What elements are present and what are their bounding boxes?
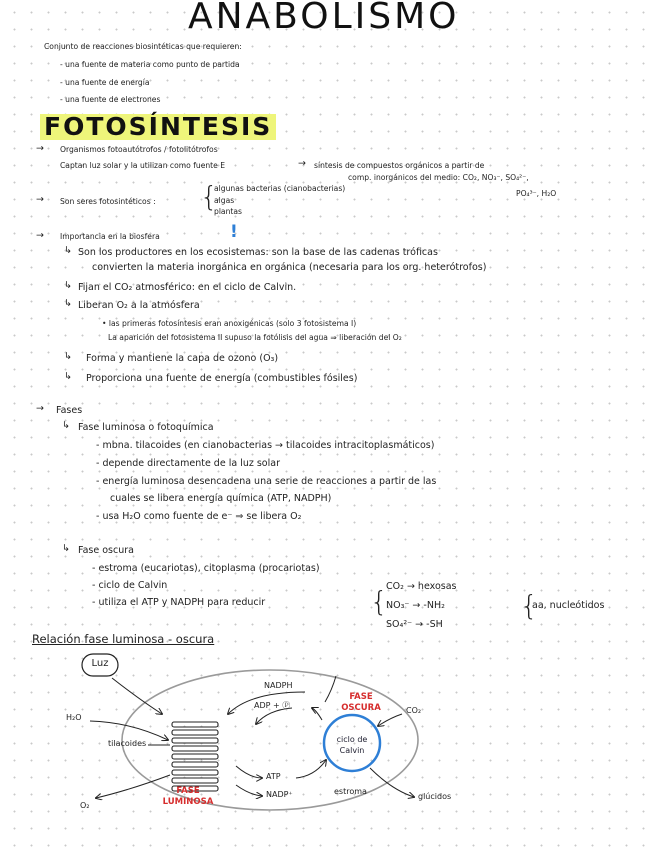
arrow-calvin-adp [312, 708, 322, 720]
fase-luminosa-label-1: FASE [176, 786, 200, 796]
exclamation-icon: ! [230, 222, 238, 242]
sub-arrow-icon: ↳ [64, 280, 72, 291]
sub-arrow-icon: ↳ [64, 245, 72, 256]
organisms-text: Organismos fotoautótrofos / fotolitótrofos [60, 145, 218, 154]
arrow-atp [236, 766, 262, 778]
dark-item: - ciclo de Calvin [92, 580, 168, 591]
light-item: - usa H₂O como fuente de e⁻ ⇒ se libera O₂ [96, 511, 302, 522]
dark-phase-title: Fase oscura [78, 545, 134, 556]
arrow-nadp [236, 785, 262, 796]
page-title: ANABOLISMO [188, 0, 460, 37]
section-title: FOTOSÍNTESIS [40, 114, 276, 140]
importance-item: Liberan O₂ a la atmósfera [78, 300, 200, 311]
reduction-item: SO₄²⁻ → -SH [386, 619, 443, 630]
light-phase-title: Fase luminosa o fotoquímica [78, 422, 214, 433]
sub-arrow-icon: ↳ [62, 543, 70, 554]
arrow-icon: → [36, 230, 44, 241]
list-item: - una fuente de energía [60, 78, 150, 87]
luz-label: Luz [91, 658, 109, 669]
arrow-atp-calvin [296, 760, 326, 778]
capture-text-3: comp. inorgánicos del medio: CO₂, NO₃⁻, SO₄²⁻, [348, 173, 529, 182]
brace-icon: { [370, 585, 388, 618]
reduction-item: CO₂ → hexosas [386, 581, 457, 592]
calvin-label-2: Calvin [339, 746, 365, 755]
light-item: cuales se libera energía química (ATP, NADPH) [110, 493, 332, 504]
list-item: - una fuente de materia como punto de partida [60, 60, 240, 69]
arrow-co2 [378, 714, 402, 726]
importance-item: Son los productores en los ecosistemas: son la base de las cadenas tróficas [78, 247, 438, 258]
arrow-icon: → [298, 158, 306, 169]
o2-label: O₂ [80, 801, 90, 810]
list-item: algunas bacterias (cianobacterias) [214, 184, 346, 193]
capture-text: Captan luz solar y la utilizan como fuente E [60, 161, 226, 170]
light-item: - mbna. tilacoides (en cianobacterias → tilacoides intracitoplasmáticos) [96, 440, 435, 451]
light-item: - depende directamente de la luz solar [96, 458, 280, 469]
adp-label: ADP + Ⓟ [254, 701, 291, 710]
tilacoides-label: tilacoides [108, 739, 147, 748]
thylakoid-stack [172, 722, 218, 791]
importance-item: • las primeras fotosíntesis eran anoxigénicas (solo 3 fotosistema I) [102, 319, 357, 328]
atp-label: ATP [266, 772, 281, 781]
calvin-label-1: ciclo de [336, 735, 368, 744]
nadp-label: NADP⁺ [266, 790, 293, 799]
intro-text: Conjunto de reacciones biosintéticas que requieren: [44, 42, 242, 51]
dark-item: - estroma (eucariotas), citoplasma (procariotas) [92, 563, 320, 574]
brace-icon: { [200, 180, 218, 213]
brace-icon: { [520, 589, 538, 622]
importance-item: convierten la materia inorgánica en orgánica (necesaria para los org. heterótrofos) [92, 262, 487, 273]
estroma-label: estroma [334, 787, 367, 796]
fase-oscura-label-2: OSCURA [341, 703, 381, 713]
sub-arrow-icon: ↳ [62, 420, 70, 431]
phases-title: Fases [56, 405, 83, 416]
h2o-label: H₂O [66, 713, 82, 722]
importance-title: Importancia en la biosfera [60, 232, 160, 241]
sub-arrow-icon: ↳ [64, 371, 72, 382]
arrow-calvin-nadph [325, 676, 336, 702]
arrow-icon: → [36, 143, 44, 154]
reductions-result: aa, nucleótidos [532, 600, 605, 611]
arrow-icon: → [36, 194, 44, 205]
importance-item: Proporciona una fuente de energía (combustibles fósiles) [86, 373, 358, 384]
list-item: algas [214, 196, 235, 205]
glucidos-label: glúcidos [418, 792, 452, 801]
seres-label: Son seres fotosintéticos : [60, 197, 156, 206]
arrow-icon: → [36, 403, 44, 414]
importance-item: Forma y mantiene la capa de ozono (O₃) [86, 353, 279, 364]
light-item: - energía luminosa desencadena una serie de reacciones a partir de las [96, 476, 437, 487]
fase-oscura-label-1: FASE [349, 692, 373, 702]
arrow-h2o [90, 721, 168, 740]
co2-label: CO₂ [406, 706, 422, 715]
reduction-item: NO₃⁻ → -NH₂ [386, 600, 445, 611]
relation-title: Relación fase luminosa - oscura [32, 632, 215, 646]
list-item: - una fuente de electrones [60, 95, 161, 104]
sub-arrow-icon: ↳ [64, 351, 72, 362]
importance-item: La aparición del fotosistema II supuso la fotólisis del agua ⇒ liberación del O₂ [108, 333, 402, 342]
capture-text-2: síntesis de compuestos orgánicos a partir de [314, 161, 485, 170]
capture-text-4: PO₄³⁻, H₂O [516, 189, 557, 198]
sub-arrow-icon: ↳ [64, 298, 72, 309]
nadph-label: NADPH [264, 681, 293, 690]
importance-item: Fijan el CO₂ atmosférico: en el ciclo de Calvin. [78, 282, 297, 293]
fase-luminosa-label-2: LUMINOSA [162, 797, 214, 807]
dark-item: - utiliza el ATP y NADPH para reducir [92, 597, 266, 608]
list-item: plantas [214, 207, 242, 216]
arrow-glucidos [370, 768, 414, 797]
